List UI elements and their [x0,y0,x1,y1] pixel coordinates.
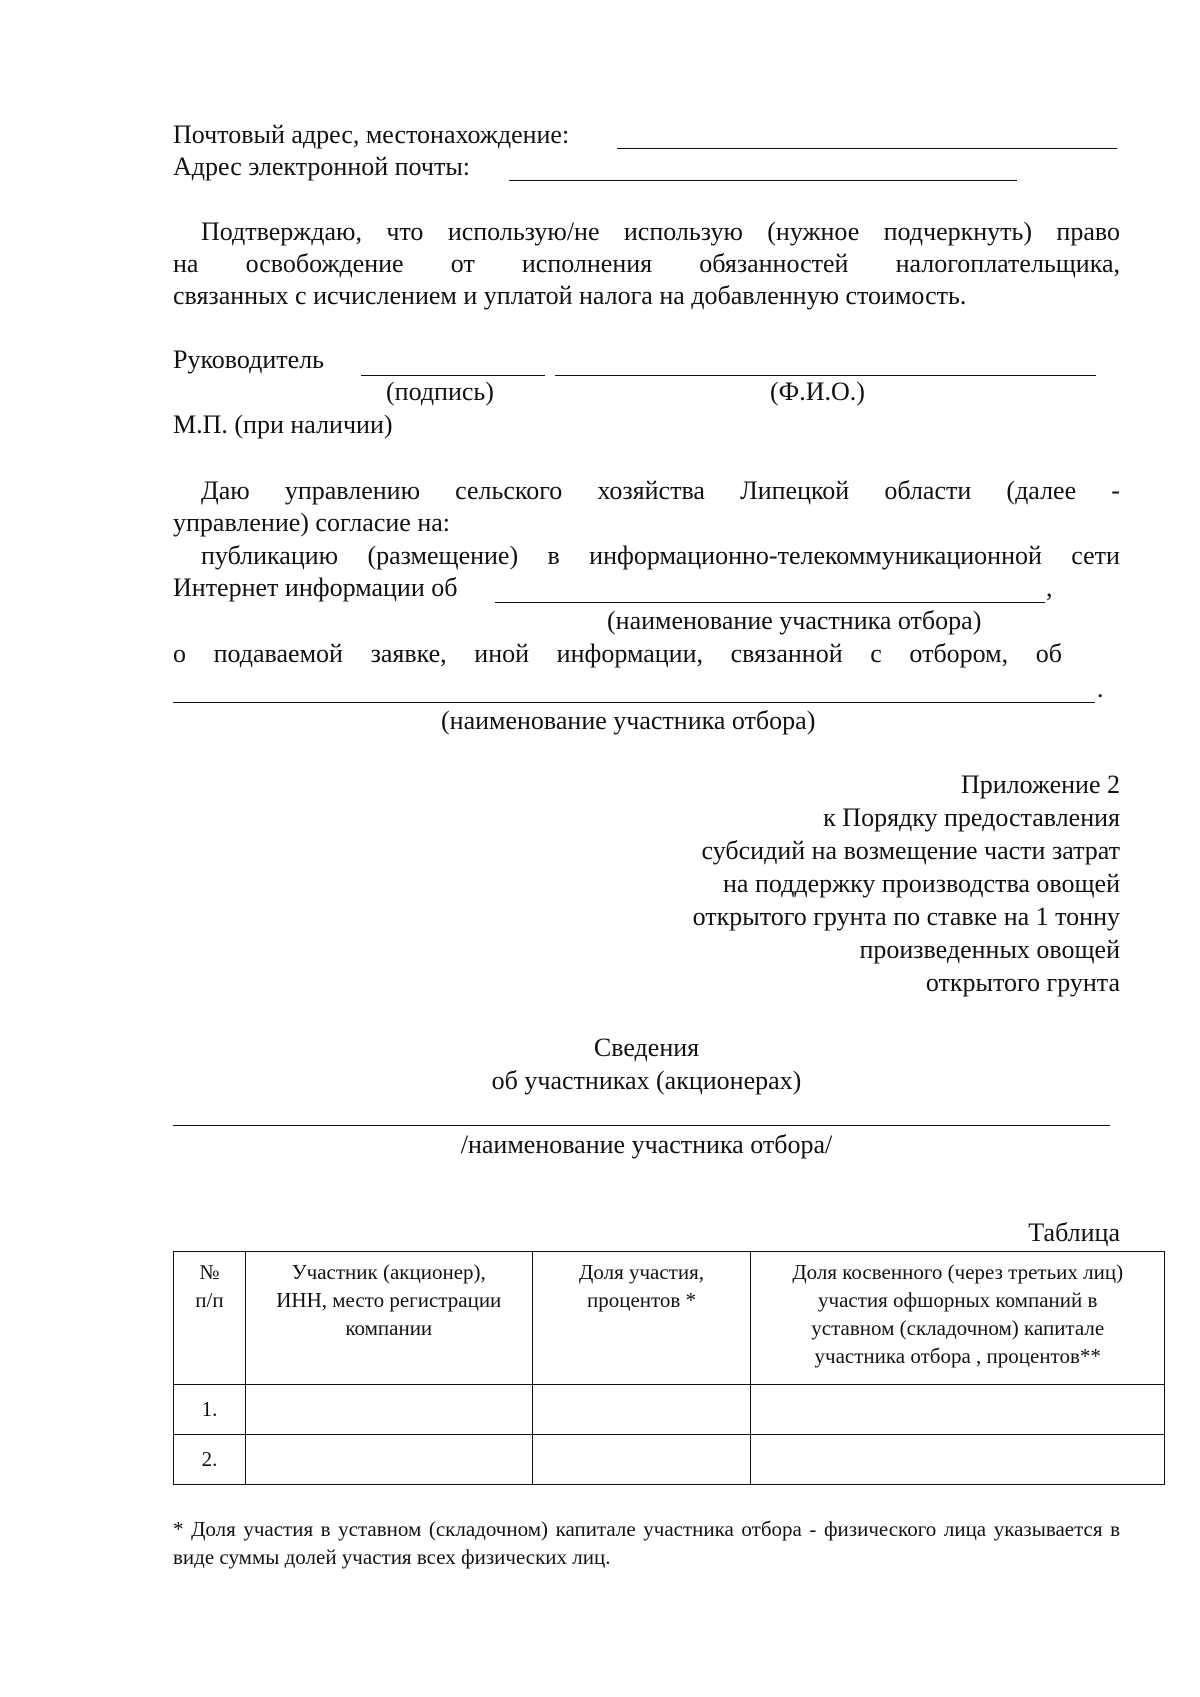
word: управлению [284,476,420,505]
stamp-label: М.П. (при наличии) [173,410,393,439]
email-label: Адрес электронной почты: [173,152,471,181]
word: информации, [556,639,703,668]
word: хозяйства [597,476,705,505]
offshore-share-cell[interactable] [751,1385,1165,1435]
word: информационно-телекоммуникационной [589,541,1042,570]
title-caption: /наименование участника отбора/ [460,1130,833,1159]
word: использую/не [447,217,600,246]
fio-caption: (Ф.И.О.) [770,377,865,406]
consent-line-4: Интернет информации об [173,573,458,602]
participant-name-line-1 [495,602,1045,603]
header-offshore-share: Доля косвенного (через третьих лиц) участия офшорных компаний в уставном (складочном) капитале участника отбора , процентов** [751,1252,1165,1385]
participant-caption-1: (наименование участника отбора) [607,606,982,635]
page-subtitle: об участниках (акционерах) [491,1066,802,1095]
word: Липецкой [740,476,850,505]
word: сельского [455,476,563,505]
row-number-cell: 2. [174,1435,246,1485]
vat-line-3: связанных с исчислением и уплатой налога на добавленную стоимость. [173,281,967,310]
footnote: * Доля участия в уставном (складочном) капитале участника отбора - физического лица указывается в виде суммы долей участия всех физических лиц. [173,1517,1120,1569]
word: на [173,249,199,278]
participants-table [173,1251,1165,1485]
share-cell[interactable] [532,1435,751,1485]
word: иной [474,639,530,668]
participant-caption-2: (наименование участника отбора) [441,706,816,735]
participant-name-line-2 [173,702,1095,703]
appendix-line-4: на поддержку производства овощей [723,869,1120,898]
word: (нужное [767,217,860,246]
email-line [509,180,1017,181]
word: от [450,249,475,278]
share-cell[interactable] [532,1385,751,1435]
word: Подтверждаю, [201,217,362,246]
header-number: № п/п [174,1252,246,1385]
vat-line-1 [201,216,1120,248]
participant-cell[interactable] [245,1435,532,1485]
table-row [174,1435,1165,1485]
row-number-cell: 1. [174,1385,246,1435]
word: использую [623,217,743,246]
word: обязанностей [699,249,849,278]
signature-caption: (подпись) [386,377,494,406]
consent-line-3 [201,540,1120,572]
word: (далее [1006,476,1077,505]
word: сети [1071,541,1120,570]
period-mark: . [1097,674,1104,703]
word: - [1111,476,1120,505]
word: связанной [730,639,843,668]
appendix-line-5: открытого грунта по ставке на 1 тонну [692,902,1120,931]
consent-line-5 [173,638,1062,670]
offshore-share-cell[interactable] [751,1435,1165,1485]
word: Даю [201,476,250,505]
word: освобождение [245,249,404,278]
table-label: Таблица [1028,1218,1120,1247]
participant-name-line-3 [173,1125,1110,1126]
head-label: Руководитель [173,345,324,374]
appendix-line-7: открытого грунта [925,968,1120,997]
header-participant: Участник (акционер), ИНН, место регистрации компании [245,1252,532,1385]
consent-line-2: управление) согласие на: [173,508,450,537]
postal-address-label: Почтовый адрес, местонахождение: [173,120,570,149]
word: что [386,217,424,246]
word: публикацию [201,541,339,570]
word: в [547,541,560,570]
appendix-line-2: к Порядку предоставления [823,803,1120,832]
word: исполнения [521,249,653,278]
table-row [174,1385,1165,1435]
consent-line-1 [201,475,1120,507]
word: право [1056,217,1120,246]
word: подчеркнуть) [883,217,1033,246]
word: подаваемой [213,639,343,668]
word: о [173,639,186,668]
word: налогоплательщика, [895,249,1120,278]
appendix-line-6: произведенных овощей [859,935,1120,964]
participant-cell[interactable] [245,1385,532,1435]
table-header-row [174,1252,1165,1385]
vat-line-2 [173,248,1120,280]
header-share: Доля участия, процентов * [532,1252,751,1385]
page-title: Сведения [593,1033,700,1062]
word: отбором, [909,639,1009,668]
word: об [1035,639,1062,668]
postal-address-line [617,148,1117,149]
word: с [870,639,882,668]
appendix-line-3: субсидий на возмещение части затрат [701,836,1120,865]
comma-mark: , [1046,573,1053,602]
word: (размещение) [367,541,519,570]
word: заявке, [370,639,447,668]
appendix-line-1: Приложение 2 [960,770,1120,799]
word: области [884,476,972,505]
